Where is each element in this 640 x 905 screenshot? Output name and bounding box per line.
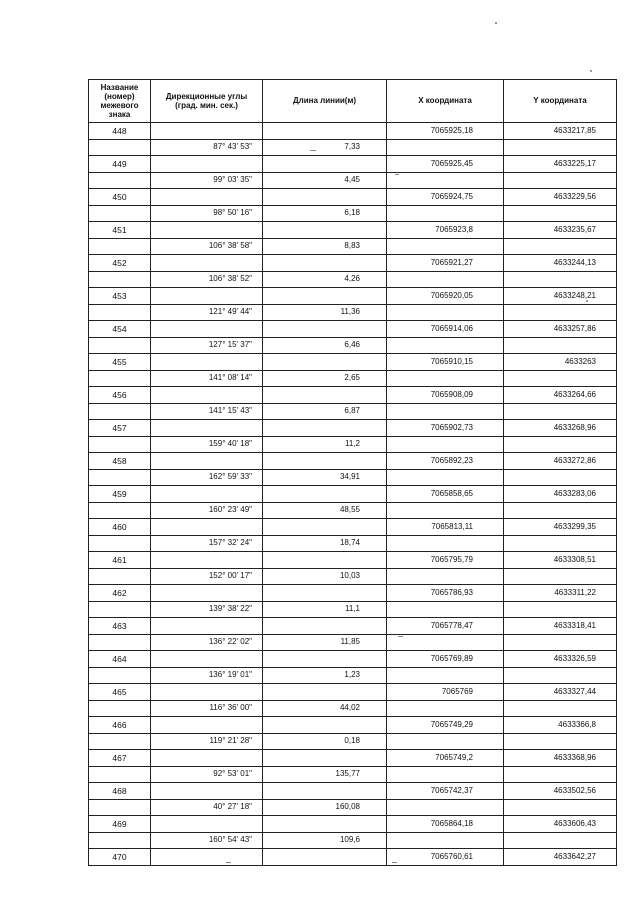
empty-x-cell	[387, 667, 504, 684]
direction-angle: 160° 54' 43"	[151, 832, 263, 849]
direction-angle: 87° 43' 53"	[151, 139, 263, 156]
x-coordinate: 7065769,89	[387, 651, 504, 668]
empty-angle-cell	[151, 486, 263, 503]
segment-row	[89, 304, 617, 321]
segment-row	[89, 469, 617, 486]
y-coordinate: 4633225,17	[504, 156, 617, 173]
empty-y-cell	[504, 568, 617, 585]
point-name: 452	[89, 255, 151, 272]
point-row	[89, 849, 617, 866]
empty-length-cell	[263, 684, 387, 701]
segment-row	[89, 238, 617, 255]
point-row	[89, 651, 617, 668]
line-length: 48,55	[263, 502, 387, 519]
empty-x-cell	[387, 205, 504, 222]
empty-length-cell	[263, 585, 387, 602]
line-length: 18,74	[263, 535, 387, 552]
point-row	[89, 321, 617, 338]
point-row	[89, 387, 617, 404]
empty-y-cell	[504, 271, 617, 288]
empty-x-cell	[387, 271, 504, 288]
line-length: 11,2	[263, 436, 387, 453]
segment-row	[89, 403, 617, 420]
empty-x-cell	[387, 469, 504, 486]
empty-angle-cell	[151, 222, 263, 239]
empty-length-cell	[263, 255, 387, 272]
y-coordinate: 4633318,41	[504, 618, 617, 635]
empty-x-cell	[387, 799, 504, 816]
y-coordinate: 4633264,66	[504, 387, 617, 404]
empty-x-cell	[387, 634, 504, 651]
point-row	[89, 816, 617, 833]
x-coordinate: 7065858,65	[387, 486, 504, 503]
header-angle: Дирекционные углы (град. мин. сек.)	[151, 80, 263, 123]
line-length: 7,33	[263, 139, 387, 156]
y-coordinate: 4633263	[504, 354, 617, 371]
segment-row	[89, 601, 617, 618]
line-length: 160,08	[263, 799, 387, 816]
empty-angle-cell	[151, 453, 263, 470]
point-row	[89, 750, 617, 767]
empty-name-cell	[89, 469, 151, 486]
point-row	[89, 123, 617, 140]
empty-name-cell	[89, 667, 151, 684]
point-name: 451	[89, 222, 151, 239]
empty-angle-cell	[151, 354, 263, 371]
x-coordinate: 7065925,18	[387, 123, 504, 140]
point-row	[89, 156, 617, 173]
table-body	[89, 123, 617, 866]
empty-y-cell	[504, 172, 617, 189]
point-name: 459	[89, 486, 151, 503]
empty-name-cell	[89, 205, 151, 222]
point-row	[89, 255, 617, 272]
empty-y-cell	[504, 799, 617, 816]
empty-y-cell	[504, 634, 617, 651]
segment-row	[89, 733, 617, 750]
y-coordinate: 4633502,56	[504, 783, 617, 800]
x-coordinate: 7065778,47	[387, 618, 504, 635]
line-length: 135,77	[263, 766, 387, 783]
empty-name-cell	[89, 799, 151, 816]
empty-angle-cell	[151, 123, 263, 140]
empty-name-cell	[89, 337, 151, 354]
direction-angle: 106° 38' 52"	[151, 271, 263, 288]
point-row	[89, 717, 617, 734]
empty-length-cell	[263, 453, 387, 470]
scan-speck	[226, 862, 231, 863]
empty-length-cell	[263, 783, 387, 800]
point-row	[89, 552, 617, 569]
y-coordinate: 4633268,96	[504, 420, 617, 437]
scan-speck	[310, 150, 316, 151]
empty-x-cell	[387, 436, 504, 453]
segment-row	[89, 535, 617, 552]
point-name: 464	[89, 651, 151, 668]
empty-name-cell	[89, 568, 151, 585]
segment-row	[89, 667, 617, 684]
empty-angle-cell	[151, 552, 263, 569]
line-length: 4,45	[263, 172, 387, 189]
empty-x-cell	[387, 403, 504, 420]
coordinates-table	[88, 79, 617, 866]
segment-row	[89, 766, 617, 783]
empty-y-cell	[504, 469, 617, 486]
empty-name-cell	[89, 172, 151, 189]
empty-x-cell	[387, 568, 504, 585]
scan-speck	[392, 862, 397, 863]
empty-length-cell	[263, 849, 387, 866]
scan-dot	[586, 300, 588, 302]
empty-length-cell	[263, 552, 387, 569]
y-coordinate: 4633235,67	[504, 222, 617, 239]
empty-name-cell	[89, 370, 151, 387]
y-coordinate: 4633642,27	[504, 849, 617, 866]
empty-length-cell	[263, 321, 387, 338]
x-coordinate: 7065923,8	[387, 222, 504, 239]
point-name: 470	[89, 849, 151, 866]
line-length: 11,85	[263, 634, 387, 651]
y-coordinate: 4633606,43	[504, 816, 617, 833]
point-name: 466	[89, 717, 151, 734]
point-row	[89, 684, 617, 701]
line-length: 11,36	[263, 304, 387, 321]
line-length: 2,65	[263, 370, 387, 387]
empty-length-cell	[263, 288, 387, 305]
y-coordinate: 4633272,86	[504, 453, 617, 470]
direction-angle: 141° 15' 43"	[151, 403, 263, 420]
empty-x-cell	[387, 139, 504, 156]
empty-y-cell	[504, 304, 617, 321]
point-name: 454	[89, 321, 151, 338]
empty-angle-cell	[151, 255, 263, 272]
point-name: 467	[89, 750, 151, 767]
header-y: Y координата	[504, 80, 617, 123]
direction-angle: 116° 36' 00"	[151, 700, 263, 717]
table-header-row	[89, 80, 617, 123]
x-coordinate: 7065749,29	[387, 717, 504, 734]
x-coordinate: 7065749,2	[387, 750, 504, 767]
x-coordinate: 7065760,61	[387, 849, 504, 866]
empty-angle-cell	[151, 618, 263, 635]
direction-angle: 136° 22' 02"	[151, 634, 263, 651]
y-coordinate: 4633248,21	[504, 288, 617, 305]
point-name: 458	[89, 453, 151, 470]
point-name: 460	[89, 519, 151, 536]
empty-y-cell	[504, 238, 617, 255]
point-row	[89, 354, 617, 371]
point-row	[89, 618, 617, 635]
direction-angle: 127° 15' 37"	[151, 337, 263, 354]
direction-angle: 99° 03' 35"	[151, 172, 263, 189]
point-name: 462	[89, 585, 151, 602]
empty-y-cell	[504, 733, 617, 750]
direction-angle: 98° 50' 16"	[151, 205, 263, 222]
empty-y-cell	[504, 370, 617, 387]
line-length: 34,91	[263, 469, 387, 486]
line-length: 6,46	[263, 337, 387, 354]
line-length: 1,23	[263, 667, 387, 684]
line-length: 6,18	[263, 205, 387, 222]
empty-x-cell	[387, 502, 504, 519]
empty-y-cell	[504, 535, 617, 552]
empty-name-cell	[89, 634, 151, 651]
line-length: 6,87	[263, 403, 387, 420]
line-length: 11,1	[263, 601, 387, 618]
scan-dot	[590, 70, 592, 72]
y-coordinate: 4633244,13	[504, 255, 617, 272]
empty-angle-cell	[151, 321, 263, 338]
line-length: 0,18	[263, 733, 387, 750]
direction-angle: 106° 38' 58"	[151, 238, 263, 255]
direction-angle: 136° 19' 01"	[151, 667, 263, 684]
point-name: 461	[89, 552, 151, 569]
line-length: 10,03	[263, 568, 387, 585]
empty-y-cell	[504, 502, 617, 519]
segment-row	[89, 172, 617, 189]
x-coordinate: 7065924,75	[387, 189, 504, 206]
point-name: 449	[89, 156, 151, 173]
point-row	[89, 783, 617, 800]
empty-angle-cell	[151, 288, 263, 305]
segment-row	[89, 568, 617, 585]
y-coordinate: 4633368,96	[504, 750, 617, 767]
empty-length-cell	[263, 486, 387, 503]
empty-name-cell	[89, 502, 151, 519]
empty-length-cell	[263, 816, 387, 833]
empty-x-cell	[387, 535, 504, 552]
empty-angle-cell	[151, 156, 263, 173]
empty-name-cell	[89, 733, 151, 750]
line-length: 8,83	[263, 238, 387, 255]
point-row	[89, 585, 617, 602]
y-coordinate: 4633217,85	[504, 123, 617, 140]
line-length: 44,02	[263, 700, 387, 717]
direction-angle: 157° 32' 24"	[151, 535, 263, 552]
empty-x-cell	[387, 370, 504, 387]
x-coordinate: 7065742,37	[387, 783, 504, 800]
empty-length-cell	[263, 750, 387, 767]
empty-y-cell	[504, 205, 617, 222]
segment-row	[89, 832, 617, 849]
empty-name-cell	[89, 238, 151, 255]
point-name: 468	[89, 783, 151, 800]
empty-name-cell	[89, 403, 151, 420]
empty-name-cell	[89, 271, 151, 288]
empty-name-cell	[89, 535, 151, 552]
empty-length-cell	[263, 189, 387, 206]
empty-length-cell	[263, 651, 387, 668]
empty-name-cell	[89, 832, 151, 849]
segment-row	[89, 436, 617, 453]
segment-row	[89, 337, 617, 354]
point-row	[89, 519, 617, 536]
empty-length-cell	[263, 420, 387, 437]
empty-length-cell	[263, 222, 387, 239]
empty-angle-cell	[151, 585, 263, 602]
segment-row	[89, 139, 617, 156]
direction-angle: 162° 59' 33"	[151, 469, 263, 486]
segment-row	[89, 502, 617, 519]
empty-length-cell	[263, 717, 387, 734]
empty-angle-cell	[151, 717, 263, 734]
y-coordinate: 4633311,22	[504, 585, 617, 602]
segment-row	[89, 271, 617, 288]
segment-row	[89, 700, 617, 717]
empty-angle-cell	[151, 684, 263, 701]
empty-length-cell	[263, 354, 387, 371]
empty-length-cell	[263, 123, 387, 140]
x-coordinate: 7065813,11	[387, 519, 504, 536]
empty-y-cell	[504, 337, 617, 354]
y-coordinate: 4633299,35	[504, 519, 617, 536]
empty-name-cell	[89, 700, 151, 717]
empty-x-cell	[387, 601, 504, 618]
direction-angle: 160° 23' 49"	[151, 502, 263, 519]
point-name: 465	[89, 684, 151, 701]
empty-name-cell	[89, 436, 151, 453]
point-row	[89, 486, 617, 503]
scan-speck	[398, 636, 403, 637]
y-coordinate: 4633257,86	[504, 321, 617, 338]
direction-angle: 40° 27' 18"	[151, 799, 263, 816]
direction-angle: 141° 08' 14"	[151, 370, 263, 387]
empty-angle-cell	[151, 387, 263, 404]
empty-y-cell	[504, 601, 617, 618]
empty-angle-cell	[151, 750, 263, 767]
x-coordinate: 7065908,09	[387, 387, 504, 404]
x-coordinate: 7065892,23	[387, 453, 504, 470]
direction-angle: 152° 00' 17"	[151, 568, 263, 585]
empty-x-cell	[387, 337, 504, 354]
empty-x-cell	[387, 733, 504, 750]
y-coordinate: 4633327,44	[504, 684, 617, 701]
empty-y-cell	[504, 667, 617, 684]
x-coordinate: 7065769	[387, 684, 504, 701]
empty-length-cell	[263, 387, 387, 404]
empty-x-cell	[387, 832, 504, 849]
empty-name-cell	[89, 304, 151, 321]
empty-length-cell	[263, 519, 387, 536]
empty-name-cell	[89, 601, 151, 618]
empty-y-cell	[504, 436, 617, 453]
segment-row	[89, 799, 617, 816]
scan-speck	[395, 174, 399, 175]
point-name: 450	[89, 189, 151, 206]
empty-angle-cell	[151, 849, 263, 866]
x-coordinate: 7065786,93	[387, 585, 504, 602]
point-row	[89, 420, 617, 437]
direction-angle: 121° 49' 44"	[151, 304, 263, 321]
empty-angle-cell	[151, 816, 263, 833]
empty-x-cell	[387, 766, 504, 783]
point-row	[89, 288, 617, 305]
x-coordinate: 7065795,79	[387, 552, 504, 569]
empty-length-cell	[263, 618, 387, 635]
x-coordinate: 7065920,05	[387, 288, 504, 305]
x-coordinate: 7065864,18	[387, 816, 504, 833]
point-name: 453	[89, 288, 151, 305]
empty-angle-cell	[151, 651, 263, 668]
empty-length-cell	[263, 156, 387, 173]
empty-angle-cell	[151, 189, 263, 206]
point-name: 455	[89, 354, 151, 371]
point-name: 463	[89, 618, 151, 635]
y-coordinate: 4633283,06	[504, 486, 617, 503]
empty-y-cell	[504, 700, 617, 717]
empty-x-cell	[387, 700, 504, 717]
point-name: 448	[89, 123, 151, 140]
empty-x-cell	[387, 172, 504, 189]
point-row	[89, 453, 617, 470]
x-coordinate: 7065902,73	[387, 420, 504, 437]
point-name: 457	[89, 420, 151, 437]
y-coordinate: 4633326,59	[504, 651, 617, 668]
empty-angle-cell	[151, 420, 263, 437]
y-coordinate: 4633308,51	[504, 552, 617, 569]
empty-y-cell	[504, 832, 617, 849]
header-name: Название (номер) межевого знака	[89, 80, 151, 123]
empty-name-cell	[89, 139, 151, 156]
x-coordinate: 7065910,15	[387, 354, 504, 371]
empty-angle-cell	[151, 519, 263, 536]
direction-angle: 119° 21' 28"	[151, 733, 263, 750]
point-row	[89, 189, 617, 206]
x-coordinate: 7065914,06	[387, 321, 504, 338]
direction-angle: 139° 38' 22"	[151, 601, 263, 618]
point-name: 456	[89, 387, 151, 404]
y-coordinate: 4633366,8	[504, 717, 617, 734]
empty-y-cell	[504, 766, 617, 783]
line-length: 4,26	[263, 271, 387, 288]
empty-y-cell	[504, 403, 617, 420]
segment-row	[89, 634, 617, 651]
point-name: 469	[89, 816, 151, 833]
empty-y-cell	[504, 139, 617, 156]
header-length: Длина линии(м)	[263, 80, 387, 123]
empty-name-cell	[89, 766, 151, 783]
empty-x-cell	[387, 304, 504, 321]
empty-x-cell	[387, 238, 504, 255]
segment-row	[89, 370, 617, 387]
segment-row	[89, 205, 617, 222]
x-coordinate: 7065925,45	[387, 156, 504, 173]
y-coordinate: 4633229,56	[504, 189, 617, 206]
header-x: X координата	[387, 80, 504, 123]
point-row	[89, 222, 617, 239]
direction-angle: 92° 53' 01"	[151, 766, 263, 783]
direction-angle: 159° 40' 18"	[151, 436, 263, 453]
x-coordinate: 7065921,27	[387, 255, 504, 272]
line-length: 109,6	[263, 832, 387, 849]
scan-dot	[495, 22, 497, 24]
empty-angle-cell	[151, 783, 263, 800]
